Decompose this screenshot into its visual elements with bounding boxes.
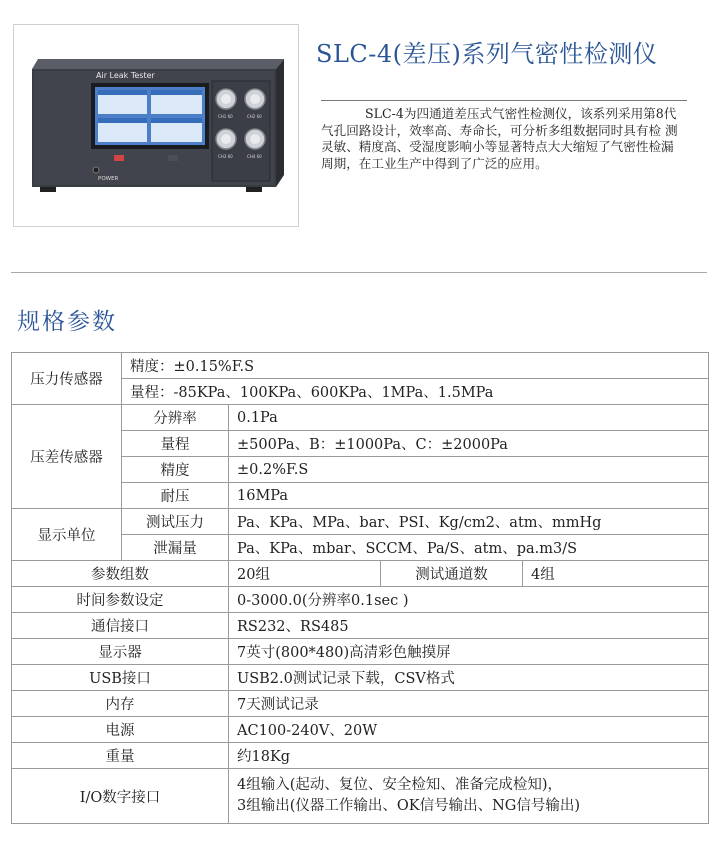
test-pressure-label: 测试压力 — [122, 509, 229, 535]
io-inputs: 4组输入(起动、复位、安全检知、准备完成检知)， — [237, 777, 563, 793]
channel-label: CH2 60 — [247, 114, 262, 119]
pressure-sensor-label: 压力传感器 — [12, 353, 122, 405]
diff-accuracy-label: 精度 — [122, 457, 229, 483]
withstand-label: 耐压 — [122, 483, 229, 509]
withstand-value: 16MPa — [229, 483, 709, 509]
comm-label: 通信接口 — [12, 613, 229, 639]
time-label: 时间参数设定 — [12, 587, 229, 613]
io-label: I/O数字接口 — [12, 769, 229, 824]
io-outputs: 3组输出(仪器工作输出、OK信号输出、NG信号输出) — [237, 798, 581, 814]
product-intro: SLC-4为四通道差压式气密性检测仪，该系列采用第8代气孔回路设计，效率高、寿命长，可分析多组数据同时具有检 测灵敏、精度高、受湿度影响小等显著特点大大缩短了气密性检漏周期，在工业生产中得到了广泛的应用。 — [321, 106, 678, 171]
param-groups-label: 参数组数 — [12, 561, 229, 587]
stop-button[interactable] — [114, 155, 124, 161]
section-divider — [11, 272, 707, 273]
usb-label: USB接口 — [12, 665, 229, 691]
table-row — [12, 639, 709, 665]
usb-port-icon — [168, 155, 178, 161]
comm-value: RS232、RS485 — [229, 613, 709, 639]
table-row — [12, 717, 709, 743]
table-row — [12, 405, 709, 431]
power-label: POWER — [98, 176, 119, 182]
table-row — [12, 613, 709, 639]
weight-value: 约18Kg — [229, 743, 709, 769]
section-title: 规格参数 — [17, 309, 117, 335]
weight-label: 重量 — [12, 743, 229, 769]
diff-range-value: ±500Pa、B：±1000Pa、C：±2000Pa — [229, 431, 709, 457]
memory-label: 内存 — [12, 691, 229, 717]
memory-value: 7天测试记录 — [229, 691, 709, 717]
table-row — [12, 691, 709, 717]
air-leak-tester-device-image — [14, 25, 298, 226]
table-row — [12, 769, 709, 824]
table-row — [12, 743, 709, 769]
product-photo — [13, 24, 299, 227]
table-row — [12, 587, 709, 613]
product-hero — [0, 0, 719, 250]
power-switch[interactable] — [93, 167, 99, 173]
diff-sensor-label: 压差传感器 — [12, 405, 122, 509]
spec-table — [11, 352, 709, 824]
display-unit-label: 显示单位 — [12, 509, 122, 561]
channel-label: CH1 60 — [218, 114, 233, 119]
power-label: 电源 — [12, 717, 229, 743]
table-row — [12, 509, 709, 535]
display-value: 7英寸(800*480)高清彩色触摸屏 — [229, 639, 709, 665]
leak-label: 泄漏量 — [122, 535, 229, 561]
device-brand-label: Air Leak Tester — [96, 71, 155, 80]
title-divider — [321, 100, 687, 101]
pressure-range: 量程：-85KPa、100KPa、600KPa、1MPa、1.5MPa — [122, 379, 709, 405]
param-groups-value: 20组 — [229, 561, 381, 587]
leak-units: Pa、KPa、mbar、SCCM、Pa/S、atm、pa.m3/S — [229, 535, 709, 561]
channels-value: 4组 — [523, 561, 709, 587]
channel-label: CH3 60 — [218, 154, 233, 159]
diff-accuracy-value: ±0.2%F.S — [229, 457, 709, 483]
display-label: 显示器 — [12, 639, 229, 665]
table-row — [12, 561, 709, 587]
table-row — [12, 353, 709, 379]
channel-label: CH4 60 — [247, 154, 262, 159]
diff-range-label: 量程 — [122, 431, 229, 457]
usb-value: USB2.0测试记录下载，CSV格式 — [229, 665, 709, 691]
product-title: SLC-4(差压)系列气密性检测仪 — [316, 40, 658, 68]
pressure-accuracy: 精度：±0.15%F.S — [122, 353, 709, 379]
resolution-label: 分辨率 — [122, 405, 229, 431]
power-value: AC100-240V、20W — [229, 717, 709, 743]
resolution-value: 0.1Pa — [229, 405, 709, 431]
io-value — [229, 769, 709, 824]
channels-label: 测试通道数 — [381, 561, 523, 587]
table-row — [12, 665, 709, 691]
test-pressure-units: Pa、KPa、MPa、bar、PSI、Kg/cm2、atm、mmHg — [229, 509, 709, 535]
time-value: 0-3000.0(分辨率0.1sec ) — [229, 587, 709, 613]
